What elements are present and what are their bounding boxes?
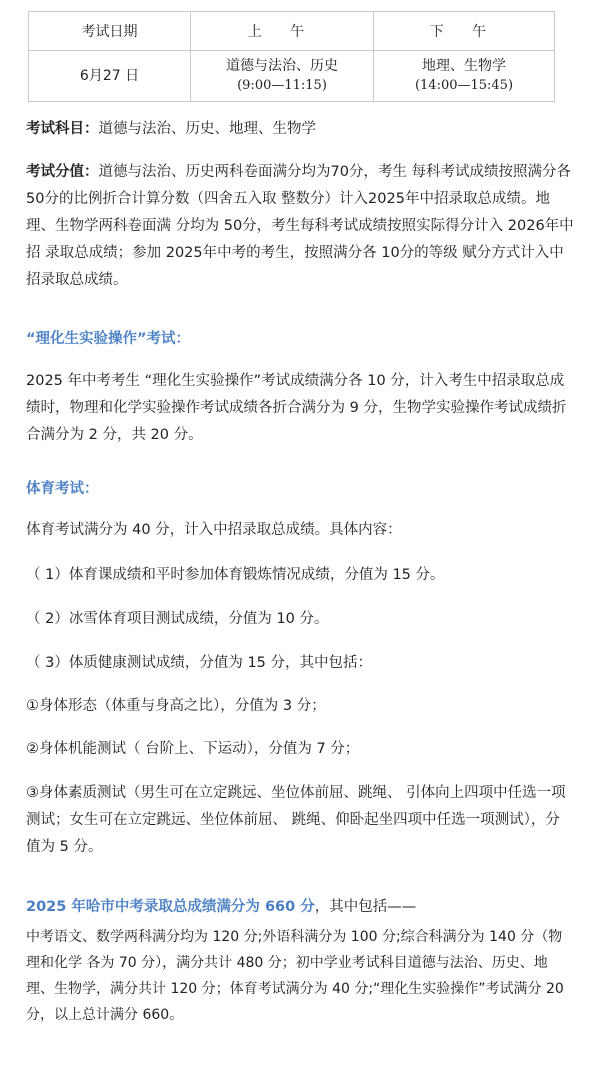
schedule-header-row [29, 12, 555, 51]
total-score-heading-highlight: 2025 年哈市中考录取总成绩满分为 660 分 [26, 899, 315, 915]
header-afternoon [374, 12, 555, 51]
pe-item-3: （ 3）体质健康测试成绩，分值为 15 分，其中包括： [26, 655, 373, 671]
pe-sub-3: ③身体素质测试（男生可在立定跳远、坐位体前屈、跳绳、 引体向上四项中任选一项测试；女生可在立定跳远、坐位体前屈、 跳绳、仰卧起坐四项中任选一项测试），分值为 5 分。 [26, 785, 566, 855]
header-exam-date: 考试日期 [29, 12, 191, 51]
morning-time: (9:00—11:15) [237, 78, 327, 93]
total-score-heading-rest: ，其中包括—— [314, 899, 417, 915]
afternoon-subjects: 地理、生物学 [422, 58, 506, 74]
pe-item-2: （ 2）冰雪体育项目测试成绩，分值为 10 分。 [26, 611, 329, 627]
exam-subjects-label: 考试科目： [26, 121, 99, 137]
pe-exam-heading: 体育考试： [26, 481, 99, 497]
exam-subjects [26, 116, 574, 143]
morning-cell [191, 51, 374, 102]
morning-subjects: 道德与法治、历史 [226, 58, 338, 74]
afternoon-cell [374, 51, 555, 102]
total-score-text: 中考语文、数学两科满分均为 120 分;外语科满分为 100 分;综合科满分为 140 分（物理和化学 各为 70 分），满分共计 480 分；初中学业考试科目道德与法治、历史、地理、生物学，满分共计 120 分；体育考试满分为 40 分;“理化生实验操作”考试满分 20 分，以上总计满分 660。 [26, 929, 564, 1023]
exam-schedule-table [28, 11, 555, 102]
exam-scores-label: 考试分值： [26, 164, 99, 180]
schedule-row [29, 51, 555, 102]
total-score-heading [26, 896, 416, 918]
header-morning [191, 12, 374, 51]
exam-scores-text: 道德与法治、历史两科卷面满分均为70分，考生 每科考试成绩按照满分各 50分的比例折合计算分数（四舍五入取 整数分）计入2025年中招录取总成绩。地理、生物学两科卷面满 分均为 50分，考生每科考试成绩按照实际得分计入 2026年中招 录取总成绩；参加 2025年中考的考生，按照满分各 10分的等级 赋分方式计入中招录取总成绩。 [26, 164, 574, 288]
exam-scores [26, 159, 574, 294]
lab-exam-heading: “理化生实验操作”考试： [26, 331, 191, 347]
pe-item-1: （ 1）体育课成绩和平时参加体育锻炼情况成绩，分值为 15 分。 [26, 567, 445, 583]
header-morning-label: 上 午 [247, 24, 317, 40]
header-afternoon-label: 下 午 [429, 24, 499, 40]
pe-intro: 体育考试满分为 40 分，计入中招录取总成绩。具体内容： [26, 522, 402, 538]
pe-sub-2: ②身体机能测试（ 台阶上、下运动），分值为 7 分； [26, 741, 360, 757]
pe-sub-1: ①身体形态（体重与身高之比），分值为 3 分； [26, 698, 326, 714]
lab-exam-text: 2025 年中考考生 “理化生实验操作”考试成绩满分各 10 分，计入考生中招录取总成绩时，物理和化学实验操作考试成绩各折合满分为 9 分，生物学实验操作考试成绩折合满分为 2 分，共 20 分。 [26, 373, 567, 443]
exam-subjects-text: 道德与法治、历史、地理、生物学 [98, 121, 316, 137]
afternoon-time: (14:00—15:45) [414, 78, 514, 93]
schedule-date: 6月27 日 [29, 51, 191, 102]
